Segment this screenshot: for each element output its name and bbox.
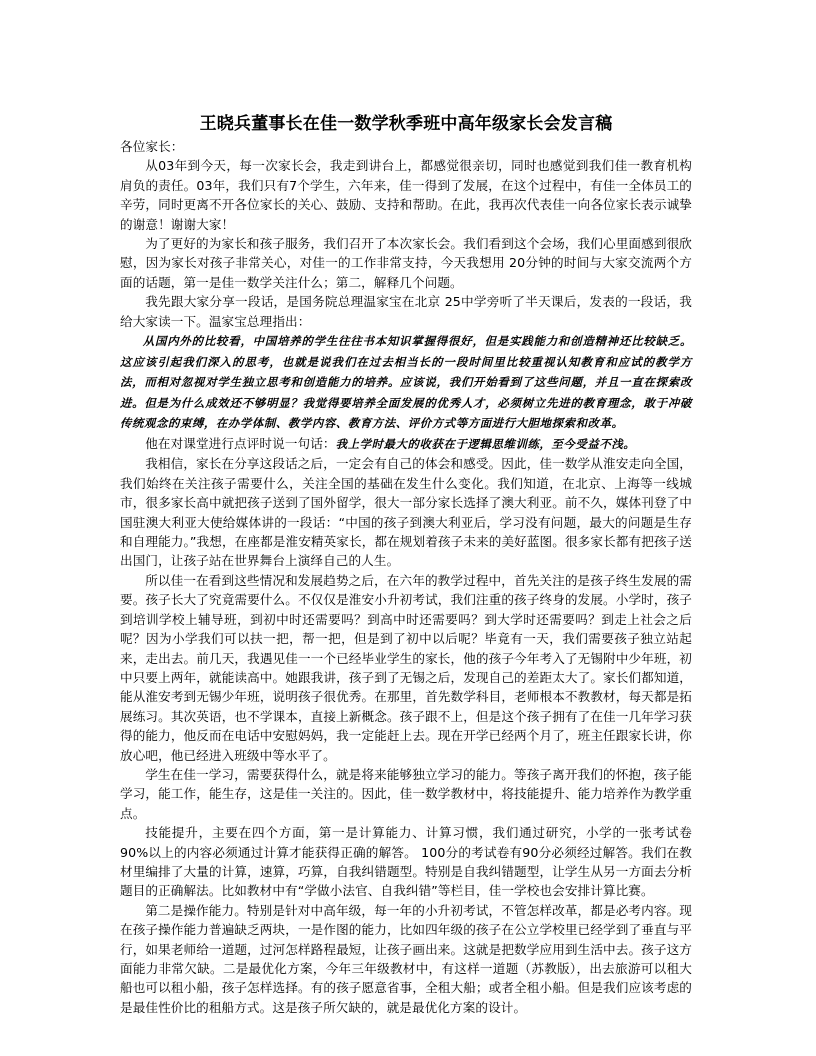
paragraph: 第二是操作能力。特别是针对中高年级，每一年的小升初考试，不管怎样改革，都是必考内容。现在孩子操作能力普遍缺乏两块，一是作图的能力，比如四年级的孩子在公立学校里已经学到了垂直与平行，如果老师给一道题，过河怎样路程最短，让孩子画出来。这就是把数学应用到生活中去。孩子这方面能力非常欠缺。二是最优化方案，今年三年级教材中，有这样一道题（苏教版），出去旅游可以租大船也可以租小船，孩子怎样选择。有的孩子愿意省事，全租大船；或者全租小船。但是我们应该考虑的是最佳性价比的租船方式。这是孩子所欠缺的，就是最优化方案的设计。 (120, 902, 692, 1015)
paragraph: 技能提升，主要在四个方面，第一是计算能力、计算习惯，我们通过研究，小学的一张考试卷90%以上的内容必须通过计算才能获得正确的解答。 100分的考试卷有90分必须经过解答。我们在教材里编排了大量的计算，速算，巧算，自我纠错题型。特别是自我纠错题型，让学生从另一方面去分析题目的正确解法。比如教材中有“学做小法官、自我纠错”等栏目，佳一学校也会安排计算比赛。 (120, 825, 692, 899)
salutation: 各位家长： (120, 139, 184, 154)
paragraph: 学生在佳一学习，需要获得什么，就是将来能够独立学习的能力。等孩子离开我们的怀抱，孩子能学习，能工作，能生存，这是佳一关注的。因此，佳一数学教材中，将技能提升、能力培养作为教学重点。 (120, 766, 692, 821)
quote-block: 从国内外的比较看，中国培养的学生往往书本知识掌握得很好，但是实践能力和创造精神还比较缺乏。这应该引起我们深入的思考，也就是说我们在过去相当长的一段时间里比较重视认知教育和应试的教学方法，而相对忽视对学生独立思考和创造能力的培养。应该说，我们开始看到了这些问题，并且一直在探索改进。但是为什么成效还不够明显？我觉得要培养全面发展的优秀人才，必须树立先进的教育理念，敢于冲破传统观念的束缚，在办学体制、教学内容、教育方法、评价方式等方面进行大胆地探索和改革。 (120, 334, 692, 431)
comment-paragraph (120, 434, 692, 454)
comment-lead: 他在对课堂进行点评时说一句话： (145, 436, 336, 452)
paragraph: 我相信，家长在分享这段话之后，一定会有自己的体会和感受。因此，佳一数学从淮安走向全国，我们始终在关注孩子需要什么，关注全国的基础在发生什么变化。我们知道，在北京、上海等一线城市，很多家长高中就把孩子送到了国外留学，很大一部分家长选择了澳大利亚。前不久，媒体刊登了中国驻澳大利亚大使给媒体讲的一段话：“中国的孩子到澳大利亚后，学习没有问题，最大的问题是生存和自理能力。”我想，在座都是淮安精英家长，都在规划着孩子未来的美好蓝图。很多家长都有把孩子送出国门，让孩子站在世界舞台上演绎自己的人生。 (120, 456, 692, 569)
paragraph: 从03年到今天，每一次家长会，我走到讲台上，都感觉很亲切，同时也感觉到我们佳一教育机构肩负的责任。03年，我们只有7个学生，六年来，佳一得到了发展，在这个过程中，有佳一全体员工的辛劳，同时更离不开各位家长的关心、鼓励、支持和帮助。在此，我再次代表佳一向各位家长表示诚挚的谢意！谢谢大家！ (120, 158, 692, 232)
paragraph: 我先跟大家分享一段话，是国务院总理温家宝在北京 25中学旁听了半天课后，发表的一段话，我给大家读一下。温家宝总理指出： (120, 294, 692, 329)
document-page (120, 112, 692, 1017)
paragraph: 所以佳一在看到这些情况和发展趋势之后，在六年的教学过程中，首先关注的是孩子终生发展的需要。孩子长大了究竟需要什么。不仅仅是淮安小升初考试，我们注重的孩子终身的发展。小学时，孩子到培训学校上辅导班，到初中时还需要吗？到高中时还需要吗？到大学时还需要吗？到走上社会之后呢？因为小学我们可以扶一把，帮一把，但是到了初中以后呢？毕竟有一天，我们需要孩子独立站起来，走出去。前几天，我遇见佳一一个已经毕业学生的家长，他的孩子今年考入了无锡附中少年班，初中只要上两年，就能读高中。她跟我讲，孩子到了无锡之后，发现自己的差距太大了。家长们都知道，能从淮安考到无锡少年班，说明孩子很优秀。在那里，首先数学科目，老师根本不教教材，每天都是拓展练习。其次英语，也不学课本，直接上新概念。孩子跟不上，但是这个孩子拥有了在佳一几年学习获得的能力，他反而在电话中安慰妈妈，我一定能赶上去。现在开学已经两个月了，班主任跟家长讲，你放心吧，他已经进入班级中等水平了。 (120, 572, 692, 763)
document-title: 王晓兵董事长在佳一数学秋季班中高年级家长会发言稿 (199, 114, 613, 134)
comment-quote: 我上学时最大的收获在于逻辑思维训练，至今受益不浅。 (335, 437, 636, 452)
paragraph: 为了更好的为家长和孩子服务，我们召开了本次家长会。我们看到这个会场，我们心里面感到很欣慰，因为家长对孩子非常关心，对佳一的工作非常支持，今天我想用 20分钟的时间与大家交流两个方面的话题，第一是佳一数学关注什么；第二，解释几个问题。 (120, 236, 692, 290)
